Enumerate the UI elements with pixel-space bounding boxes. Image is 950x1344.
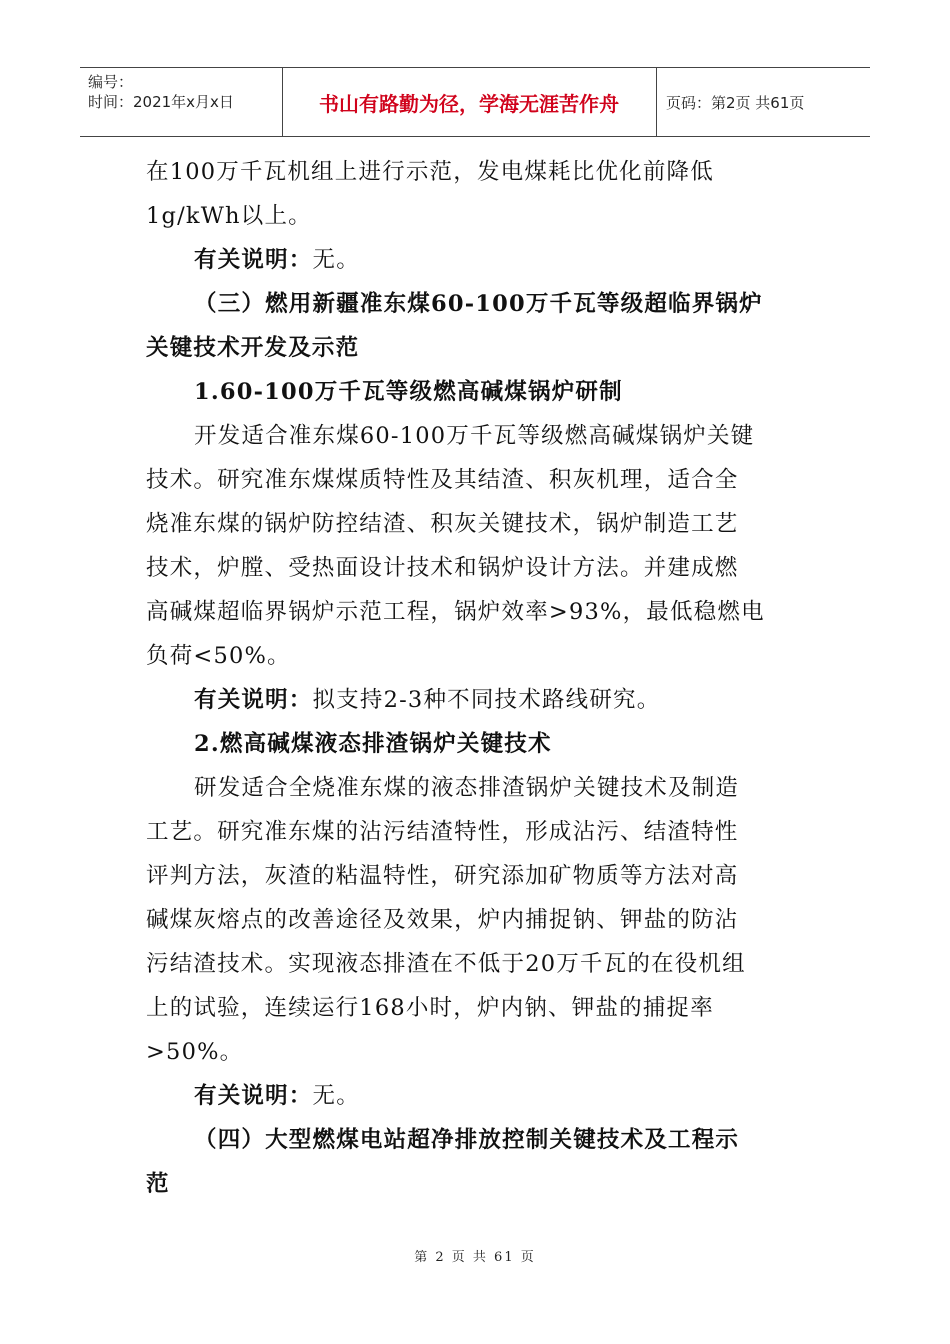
header-meta [88, 72, 234, 112]
note-line [146, 238, 806, 282]
document-number-label: 编号： [88, 73, 134, 91]
section-heading: （四）大型燃煤电站超净排放控制关键技术及工程示 [194, 1127, 740, 1153]
paragraph-line: 在100万千瓦机组上进行示范，发电煤耗比优化前降低 [146, 159, 714, 185]
paragraph-line: 研发适合全烧准东煤的液态排渣锅炉关键技术及制造 [194, 775, 740, 801]
page-footer: 第 2 页 共 61 页 [414, 1250, 536, 1265]
paragraph-line: 污结渣技术。实现液态排渣在不低于20万千瓦的在役机组 [146, 951, 746, 977]
page-header [80, 67, 870, 137]
paragraph-line: >50%。 [146, 1039, 244, 1065]
paragraph-line: 上的试验，连续运行168小时，炉内钠、钾盐的捕捉率 [146, 995, 714, 1021]
paragraph-line: 开发适合准东煤60-100万千瓦等级燃高碱煤锅炉关键 [194, 423, 755, 449]
paragraph-line: 评判方法，灰渣的粘温特性，研究添加矿物质等方法对高 [146, 863, 739, 889]
note-text: 无。 [312, 247, 360, 273]
header-page-info: 页码：第2页 共61页 [666, 93, 805, 112]
document-date: 时间：2021年x月x日 [88, 93, 234, 111]
note-text: 拟支持2-3种不同技术路线研究。 [312, 687, 661, 713]
section-heading: 关键技术开发及示范 [146, 335, 360, 361]
paragraph-line: 烧准东煤的锅炉防控结渣、积灰关键技术，锅炉制造工艺 [146, 511, 739, 537]
note-label: 有关说明： [194, 1083, 313, 1109]
paragraph-line: 碱煤灰熔点的改善途径及效果，炉内捕捉钠、钾盐的防沾 [146, 907, 739, 933]
paragraph-line: 工艺。研究准东煤的沾污结渣特性，形成沾污、结渣特性 [146, 819, 739, 845]
subsection-heading: 2.燃高碱煤液态排渣锅炉关键技术 [194, 731, 552, 757]
header-motto: 书山有路勤为径，学海无涯苦作舟 [319, 91, 619, 116]
note-text: 无。 [312, 1083, 360, 1109]
section-heading: （三）燃用新疆准东煤60-100万千瓦等级超临界锅炉 [194, 291, 763, 317]
paragraph-line: 1g/kWh以上。 [146, 203, 312, 229]
paragraph-line: 负荷<50%。 [146, 643, 291, 669]
document-body [146, 150, 806, 1206]
paragraph-line: 高碱煤超临界锅炉示范工程，锅炉效率>93%，最低稳燃电 [146, 599, 765, 625]
note-line [146, 678, 806, 722]
note-label: 有关说明： [194, 247, 313, 273]
subsection-heading: 1.60-100万千瓦等级燃高碱煤锅炉研制 [194, 379, 623, 405]
section-heading: 范 [146, 1171, 170, 1197]
paragraph-line: 技术，炉膛、受热面设计技术和锅炉设计方法。并建成燃 [146, 555, 739, 581]
paragraph-line: 技术。研究准东煤煤质特性及其结渣、积灰机理，适合全 [146, 467, 739, 493]
note-line [146, 1074, 806, 1118]
note-label: 有关说明： [194, 687, 313, 713]
